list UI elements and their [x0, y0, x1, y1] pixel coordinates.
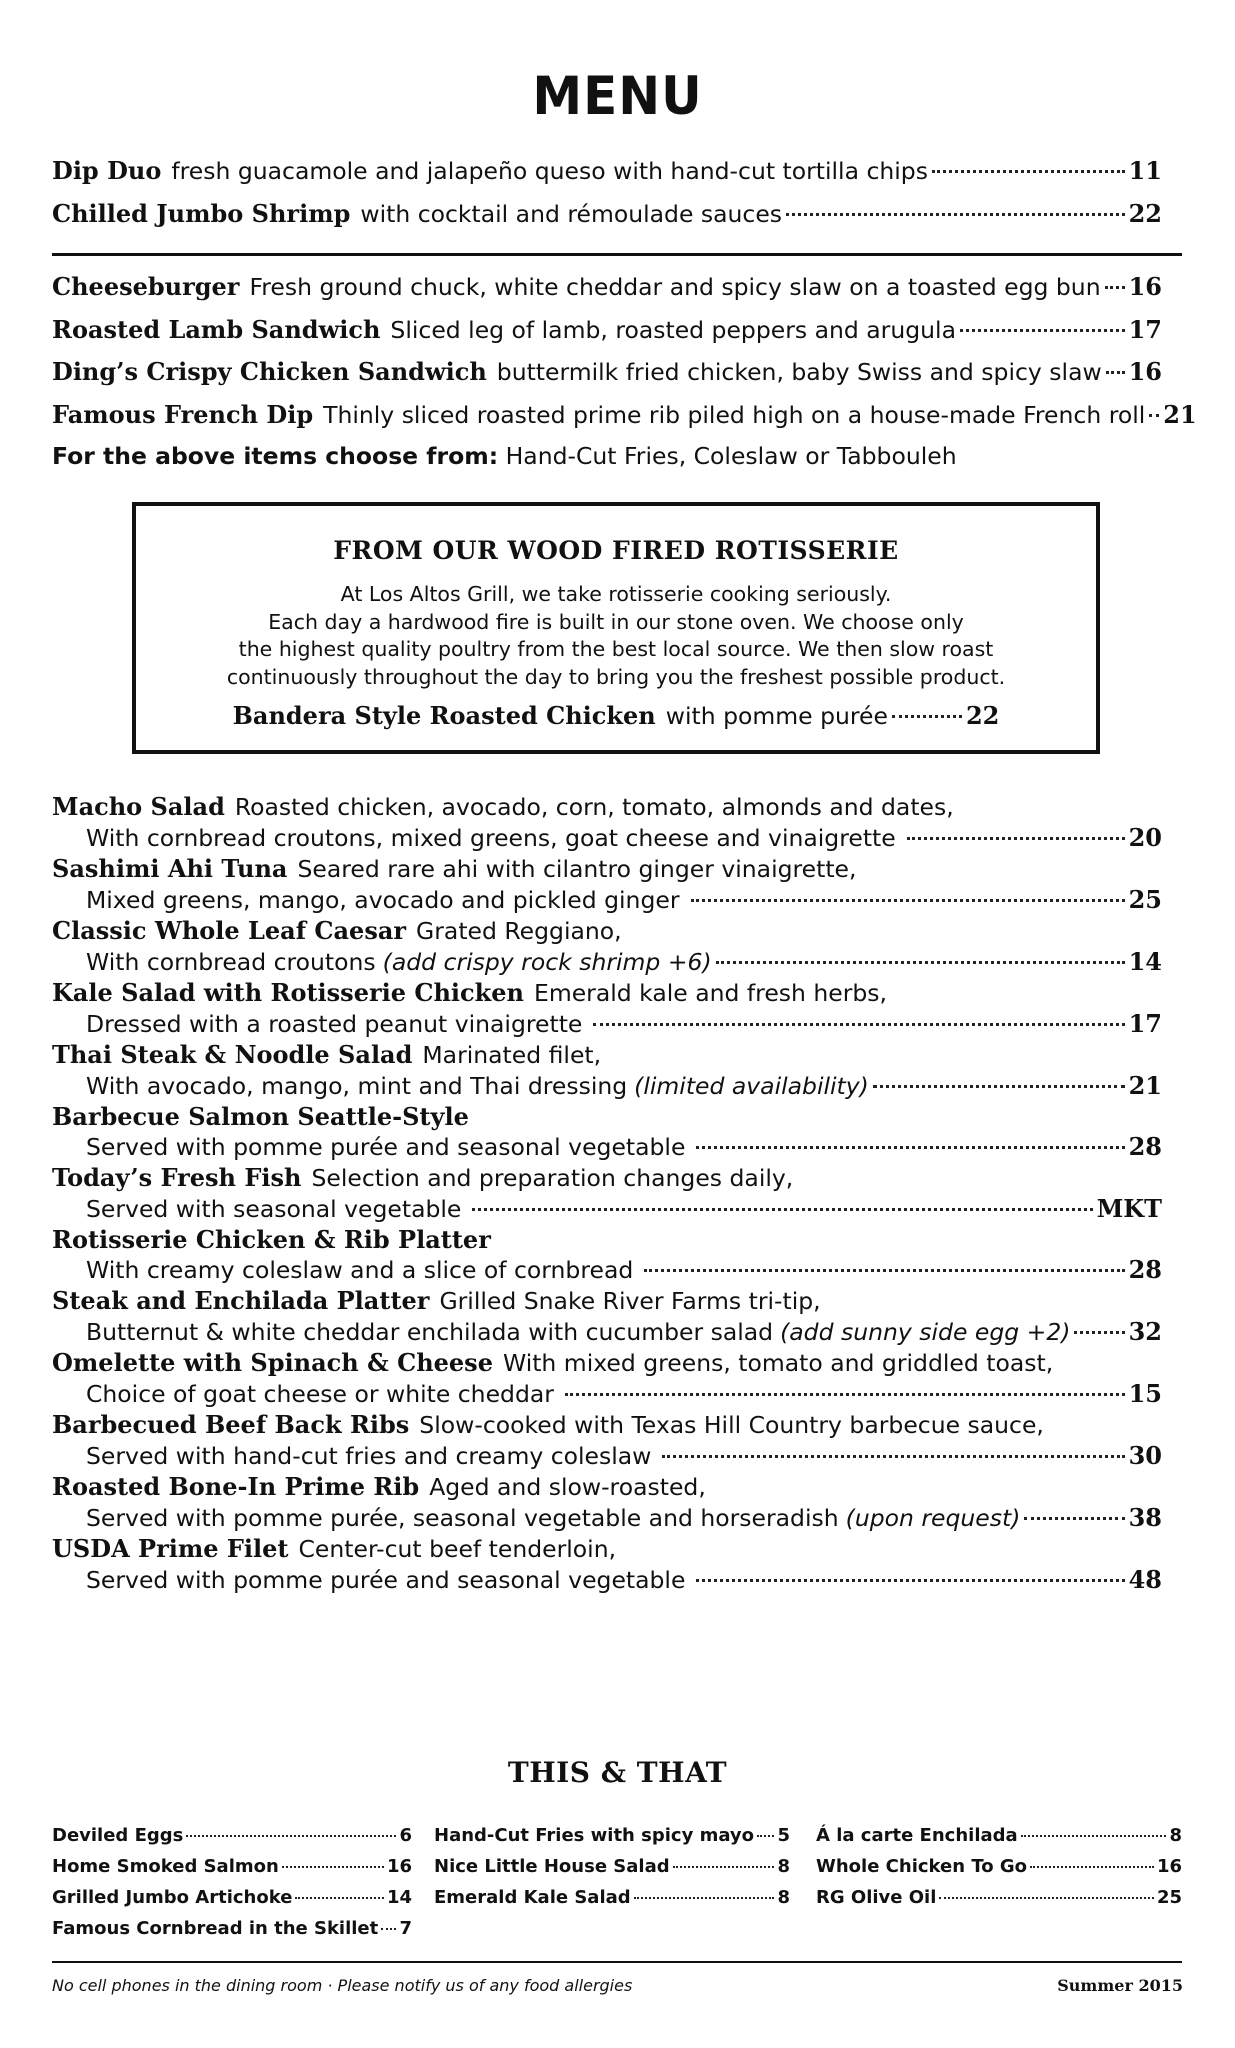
rotisserie-text-line: At Los Altos Grill, we take rotisserie cooking seriously. — [340, 582, 892, 606]
item-name: Classic Whole Leaf Caesar — [52, 916, 407, 945]
menu-item — [52, 854, 1162, 915]
item-description: buttermilk fried chicken, baby Swiss and spicy slaw — [496, 358, 1102, 386]
item-name: Famous French Dip — [52, 399, 314, 429]
side-choice-label: For the above items choose from: — [52, 442, 499, 470]
dot-leader — [644, 1269, 1124, 1272]
dot-leader — [634, 1897, 775, 1899]
rotisserie-heading: FROM OUR WOOD FIRED ROTISSERIE — [333, 536, 899, 565]
menu-item — [52, 978, 1162, 1039]
dot-leader — [1030, 1866, 1154, 1868]
item-price: 22 — [965, 701, 1000, 730]
item-price: 28 — [1128, 1131, 1162, 1161]
side-item-price: 7 — [399, 1918, 412, 1939]
item-description-line-2: Served with pomme purée and seasonal vegetable — [86, 1565, 686, 1594]
item-name: Macho Salad — [52, 792, 225, 821]
footer-season: Summer 2015 — [1057, 1976, 1183, 1995]
item-price: 25 — [1128, 884, 1162, 914]
dot-leader — [696, 1146, 1124, 1149]
item-description-line-2: Served with pomme purée and seasonal vegetable — [86, 1132, 686, 1161]
item-description: with pomme purée — [665, 702, 888, 730]
item-description: Center-cut beef tenderloin, — [298, 1535, 617, 1563]
side-item-price: 16 — [1156, 1856, 1182, 1877]
dot-leader — [960, 329, 1125, 332]
item-name: USDA Prime Filet — [52, 1534, 289, 1563]
item-price: 17 — [1128, 1008, 1162, 1038]
dot-leader — [1024, 1517, 1124, 1520]
side-item — [52, 1882, 412, 1913]
side-item — [434, 1851, 790, 1882]
menu-item — [52, 916, 1162, 977]
item-name: Roasted Lamb Sandwich — [52, 314, 381, 344]
side-item-price: 6 — [399, 1825, 412, 1846]
item-name: Steak and Enchilada Platter — [52, 1286, 430, 1315]
item-price: 15 — [1128, 1378, 1162, 1408]
footer-notice: No cell phones in the dining room · Please notify us of any food allergies — [52, 1976, 633, 1995]
dot-leader — [1105, 286, 1125, 289]
item-description-line-2: Served with hand-cut fries and creamy coleslaw — [86, 1441, 652, 1470]
rotisserie-box — [132, 502, 1100, 754]
item-description: Grated Reggiano, — [416, 917, 622, 945]
dot-leader — [295, 1897, 384, 1899]
side-item — [52, 1851, 412, 1882]
item-note: (add crispy rock shrimp +6) — [382, 947, 712, 976]
dot-leader — [673, 1866, 775, 1868]
side-item-price: 5 — [777, 1825, 790, 1846]
dot-leader — [691, 899, 1125, 902]
item-note: (limited availability) — [634, 1071, 869, 1100]
item-name: Cheeseburger — [52, 272, 240, 301]
item-description-line-2: Served with pomme purée, seasonal vegetable and horseradish — [86, 1503, 839, 1532]
item-name: Omelette with Spinach & Cheese — [52, 1348, 493, 1377]
item-description: Selection and preparation changes daily, — [311, 1164, 794, 1192]
menu-item — [52, 309, 1162, 352]
item-price: 14 — [1128, 946, 1162, 976]
side-item-name: Deviled Eggs — [52, 1825, 184, 1846]
footer-divider — [52, 1961, 1182, 1963]
dot-leader — [186, 1835, 396, 1837]
item-description-line-2: Mixed greens, mango, avocado and pickled ginger — [86, 885, 680, 914]
side-item-name: RG Olive Oil — [816, 1887, 937, 1908]
dot-leader — [939, 1897, 1154, 1899]
rotisserie-text-line: continuously throughout the day to bring you the freshest possible product. — [226, 664, 1006, 689]
item-price: 22 — [1128, 198, 1162, 228]
dot-leader — [662, 1455, 1124, 1458]
item-description: Sliced leg of lamb, roasted peppers and arugula — [390, 315, 956, 344]
side-item — [434, 1820, 790, 1851]
menu-item — [52, 1102, 1162, 1162]
side-choice-note — [52, 436, 1162, 478]
side-item-price: 8 — [777, 1856, 790, 1877]
item-name: Barbecued Beef Back Ribs — [52, 1410, 410, 1439]
item-name: Ding’s Crispy Chicken Sandwich — [52, 357, 487, 386]
dot-leader — [932, 170, 1125, 173]
featured-item — [136, 701, 1096, 730]
starters-section — [52, 150, 1162, 235]
this-and-that-column — [52, 1820, 412, 1944]
mains-section — [52, 792, 1162, 1596]
item-name: Kale Salad with Rotisserie Chicken — [52, 978, 524, 1007]
item-description: Seared rare ahi with cilantro ginger vinaigrette, — [297, 855, 857, 883]
item-description: Aged and slow-roasted, — [429, 1473, 706, 1501]
item-description: with cocktail and rémoulade sauces — [360, 199, 783, 228]
dot-leader — [1149, 414, 1159, 417]
dot-leader — [1074, 1331, 1124, 1334]
dot-leader — [472, 1208, 1092, 1211]
side-item — [434, 1882, 790, 1913]
item-description-line-2: Dressed with a roasted peanut vinaigrette — [86, 1009, 583, 1038]
item-price: 17 — [1128, 314, 1162, 344]
item-name: Thai Steak & Noodle Salad — [52, 1040, 413, 1069]
item-description-line-2: Butternut & white cheddar enchilada with cucumber salad — [86, 1317, 774, 1346]
menu-item — [52, 1163, 1162, 1224]
section-divider — [52, 253, 1182, 256]
this-and-that-heading: THIS & THAT — [507, 1756, 728, 1789]
item-description-line-2: With creamy coleslaw and a slice of cornbread — [86, 1255, 634, 1284]
menu-item — [52, 1410, 1162, 1471]
item-price: 48 — [1128, 1564, 1162, 1594]
dot-leader — [565, 1393, 1125, 1396]
item-name: Rotisserie Chicken & Rib Platter — [52, 1225, 491, 1254]
item-price: 20 — [1128, 822, 1162, 852]
item-price: 16 — [1128, 272, 1162, 301]
dot-leader — [907, 837, 1125, 840]
item-description: Fresh ground chuck, white cheddar and spicy slaw on a toasted egg bun — [249, 273, 1101, 301]
item-name: Bandera Style Roasted Chicken — [232, 701, 656, 730]
dot-leader — [873, 1085, 1125, 1088]
side-item-price: 16 — [386, 1856, 412, 1877]
item-description: Thinly sliced roasted prime rib piled high on a house-made French roll — [323, 400, 1146, 429]
menu-item — [52, 1040, 1162, 1101]
item-price: 38 — [1128, 1502, 1162, 1532]
menu-item — [52, 792, 1162, 853]
item-description: Emerald kale and fresh herbs, — [533, 979, 888, 1007]
side-item — [52, 1820, 412, 1851]
menu-item — [52, 1286, 1162, 1347]
dot-leader — [593, 1023, 1124, 1026]
menu-item — [52, 1534, 1162, 1595]
item-description: Roasted chicken, avocado, corn, tomato, almonds and dates, — [234, 793, 954, 821]
sandwiches-section — [52, 266, 1197, 478]
item-name: Sashimi Ahi Tuna — [52, 854, 288, 883]
side-choice-options: Hand-Cut Fries, Coleslaw or Tabbouleh — [505, 442, 957, 470]
dot-leader — [282, 1866, 384, 1868]
item-name: Dip Duo — [52, 156, 162, 185]
side-item-name: Home Smoked Salmon — [52, 1856, 279, 1877]
dot-leader — [716, 961, 1125, 964]
side-item-name: Famous Cornbread in the Skillet — [52, 1918, 379, 1939]
side-item-name: Whole Chicken To Go — [816, 1856, 1027, 1877]
this-and-that-column — [434, 1820, 790, 1913]
menu-item — [52, 193, 1162, 236]
dot-leader — [892, 715, 962, 718]
item-note: (add sunny side egg +2) — [780, 1317, 1071, 1346]
item-description: Grilled Snake River Farms tri-tip, — [439, 1287, 821, 1315]
side-item — [816, 1851, 1182, 1882]
item-price: 11 — [1128, 156, 1162, 185]
menu-item — [52, 394, 1197, 437]
item-price: 21 — [1163, 399, 1197, 429]
item-price: 21 — [1128, 1070, 1162, 1100]
rotisserie-text-line: Each day a hardwood fire is built in our stone oven. We choose only — [268, 609, 964, 634]
dot-leader — [1106, 371, 1125, 374]
menu-item — [52, 1472, 1162, 1533]
side-item-name: Nice Little House Salad — [434, 1856, 670, 1877]
this-and-that-column — [816, 1820, 1182, 1913]
item-description-line-2: With cornbread croutons — [86, 947, 376, 976]
side-item — [52, 1913, 412, 1944]
item-name: Barbecue Salmon Seattle-Style — [52, 1102, 469, 1131]
side-item-price: 8 — [1169, 1825, 1182, 1846]
side-item-name: Hand-Cut Fries with spicy mayo — [434, 1825, 755, 1846]
item-description: fresh guacamole and jalapeño queso with hand-cut tortilla chips — [171, 157, 928, 185]
menu-title: MENU — [532, 65, 703, 127]
dot-leader — [786, 213, 1125, 216]
item-name: Chilled Jumbo Shrimp — [52, 198, 351, 228]
menu-item — [52, 1348, 1162, 1409]
item-price: 16 — [1128, 357, 1162, 386]
item-name: Roasted Bone-In Prime Rib — [52, 1472, 420, 1501]
dot-leader — [381, 1928, 396, 1930]
menu-item — [52, 150, 1162, 193]
item-price: 30 — [1128, 1440, 1162, 1470]
item-description: With mixed greens, tomato and griddled toast, — [502, 1349, 1054, 1377]
side-item — [816, 1882, 1182, 1913]
item-name: Today’s Fresh Fish — [52, 1163, 302, 1192]
side-item-name: Á la carte Enchilada — [816, 1825, 1018, 1846]
item-note: (upon request) — [845, 1503, 1021, 1532]
side-item-name: Emerald Kale Salad — [434, 1887, 631, 1908]
item-price: 32 — [1128, 1316, 1162, 1346]
item-description-line-2: Choice of goat cheese or white cheddar — [86, 1379, 554, 1408]
dot-leader — [757, 1835, 774, 1837]
dot-leader — [696, 1579, 1124, 1582]
menu-item — [52, 266, 1162, 309]
side-item-price: 14 — [386, 1887, 412, 1908]
item-description: Slow-cooked with Texas Hill Country barbecue sauce, — [419, 1411, 1044, 1439]
menu-item — [52, 351, 1162, 394]
item-description: Marinated filet, — [422, 1041, 602, 1069]
item-description-line-2: With cornbread croutons, mixed greens, goat cheese and vinaigrette — [86, 823, 896, 852]
item-description-line-2: With avocado, mango, mint and Thai dressing — [86, 1071, 628, 1100]
side-item-price: 8 — [777, 1887, 790, 1908]
side-item-price: 25 — [1156, 1887, 1182, 1908]
item-price: 28 — [1128, 1254, 1162, 1284]
item-price: MKT — [1096, 1193, 1162, 1223]
menu-item — [52, 1225, 1162, 1285]
side-item — [816, 1820, 1182, 1851]
dot-leader — [1021, 1835, 1167, 1837]
side-item-name: Grilled Jumbo Artichoke — [52, 1887, 293, 1908]
item-description-line-2: Served with seasonal vegetable — [86, 1194, 462, 1223]
rotisserie-text-line: the highest quality poultry from the best local source. We then slow roast — [238, 637, 994, 661]
